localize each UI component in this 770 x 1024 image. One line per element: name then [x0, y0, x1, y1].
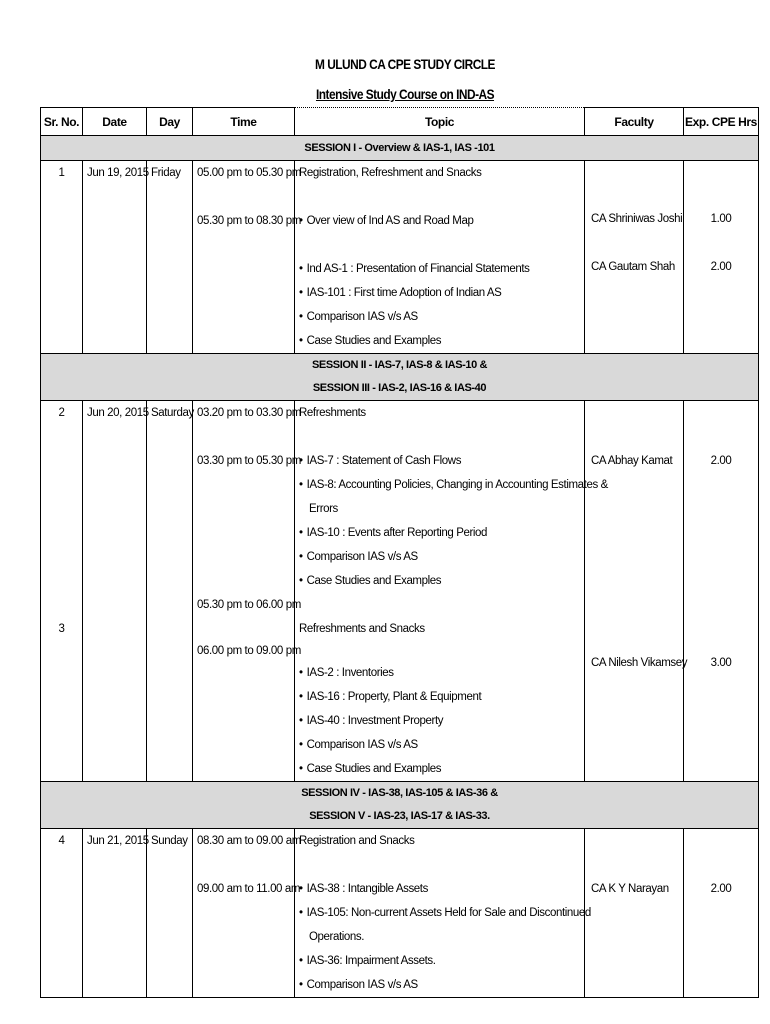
- day: Friday: [151, 167, 181, 179]
- topic-bullet: • IAS-16 : Property, Plant & Equipment: [295, 685, 584, 709]
- topic-bullet: • Case Studies and Examples: [295, 757, 584, 781]
- session-heading: SESSION I - Overview & IAS-1, IAS -101: [41, 136, 759, 161]
- time: 03.30 pm to 05.30 pm: [197, 455, 301, 467]
- time: 09.00 am to 11.00 am: [197, 883, 301, 895]
- day: Saturday: [151, 407, 194, 419]
- topic: Refreshments: [299, 407, 366, 419]
- time: 08.30 am to 09.00 am: [197, 835, 301, 847]
- sr-no: 1: [58, 167, 65, 179]
- col-header-faculty: Faculty: [585, 108, 684, 136]
- topic-bullet: • IAS-36: Impairment Assets.: [295, 949, 584, 973]
- document-title: M ULUND CA CPE STUDY CIRCLE: [315, 56, 495, 72]
- topic-bullet: • Comparison IAS v/s AS: [295, 305, 584, 329]
- session-row: [41, 354, 759, 401]
- time: 05.30 pm to 06.00 pm: [197, 599, 301, 611]
- table-header-row: [41, 108, 759, 136]
- faculty: CA Gautam Shah: [591, 261, 675, 273]
- sr-no: 2: [58, 407, 65, 419]
- faculty: CA K Y Narayan: [591, 883, 669, 895]
- col-header-cpe-hrs: Exp. CPE Hrs: [684, 108, 759, 136]
- table-row: [41, 161, 759, 354]
- time: 05.30 pm to 08.30 pm: [197, 215, 301, 227]
- table-row: [41, 829, 759, 998]
- topic-bullet: • IAS-38 : Intangible Assets: [295, 877, 584, 901]
- time: 05.00 pm to 05.30 pm: [197, 167, 301, 179]
- cpe-hours: 2.00: [710, 883, 732, 895]
- topic-bullet: • IAS-105: Non-current Assets Held for Sale and Discontinued: [295, 901, 584, 925]
- schedule-table: [40, 107, 759, 998]
- topic-continuation: Operations.: [309, 931, 365, 943]
- cpe-hours: 3.00: [710, 657, 732, 669]
- topic-bullet: • IAS-10 : Events after Reporting Period: [295, 521, 584, 545]
- topic-bullet: • Ind AS-1 : Presentation of Financial Statements: [295, 257, 584, 281]
- day: Sunday: [151, 835, 188, 847]
- faculty: CA Abhay Kamat: [591, 455, 673, 467]
- topic-bullet: • IAS-8: Accounting Policies, Changing in Accounting Estimates &: [295, 473, 584, 497]
- topic: Refreshments and Snacks: [299, 623, 425, 635]
- col-header-topic: Topic: [295, 108, 585, 136]
- col-header-date: Date: [83, 108, 147, 136]
- topic-bullet: • Over view of Ind AS and Road Map: [295, 209, 584, 233]
- date: Jun 21, 2015: [87, 835, 149, 847]
- session-row: [41, 782, 759, 829]
- time: 06.00 pm to 09.00 pm: [197, 645, 301, 657]
- cpe-hours: 1.00: [710, 213, 732, 225]
- topic-bullet: • IAS-101 : First time Adoption of Indian AS: [295, 281, 584, 305]
- faculty: CA Shriniwas Joshi: [591, 213, 683, 225]
- col-header-sr-no: Sr. No.: [41, 108, 83, 136]
- col-header-day: Day: [147, 108, 193, 136]
- sr-no: 3: [58, 623, 65, 635]
- topic-bullet: • Comparison IAS v/s AS: [295, 973, 584, 997]
- sr-no: 4: [58, 835, 65, 847]
- topic-continuation: Errors: [309, 503, 338, 515]
- topic: Registration, Refreshment and Snacks: [299, 167, 482, 179]
- session-heading: SESSION IV - IAS-38, IAS-105 & IAS-36 &: [301, 787, 498, 799]
- faculty: CA Nilesh Vikamsey: [591, 657, 688, 669]
- topic: Registration and Snacks: [299, 835, 415, 847]
- topic-bullet: • IAS-2 : Inventories: [295, 661, 584, 685]
- session-row: [41, 136, 759, 161]
- topic-bullet: • Case Studies and Examples: [295, 569, 584, 593]
- topic-bullet: • Case Studies and Examples: [295, 329, 584, 353]
- date: Jun 20, 2015: [87, 407, 149, 419]
- cpe-hours: 2.00: [710, 261, 732, 273]
- time: 03.20 pm to 03.30 pm: [197, 407, 301, 419]
- topic-bullet: • IAS-40 : Investment Property: [295, 709, 584, 733]
- session-heading: SESSION V - IAS-23, IAS-17 & IAS-33.: [309, 810, 490, 822]
- session-heading: SESSION II - IAS-7, IAS-8 & IAS-10 &: [311, 359, 488, 371]
- col-header-time: Time: [193, 108, 295, 136]
- date: Jun 19, 2015: [87, 167, 149, 179]
- cpe-hours: 2.00: [710, 455, 732, 467]
- topic-bullet: • Comparison IAS v/s AS: [295, 545, 584, 569]
- topic-bullet: • Comparison IAS v/s AS: [295, 733, 584, 757]
- document-subtitle: Intensive Study Course on IND-AS: [315, 86, 495, 102]
- topic-bullet: • IAS-7 : Statement of Cash Flows: [295, 449, 584, 473]
- table-row: [41, 401, 759, 782]
- session-heading: SESSION III - IAS-2, IAS-16 & IAS-40: [312, 382, 487, 394]
